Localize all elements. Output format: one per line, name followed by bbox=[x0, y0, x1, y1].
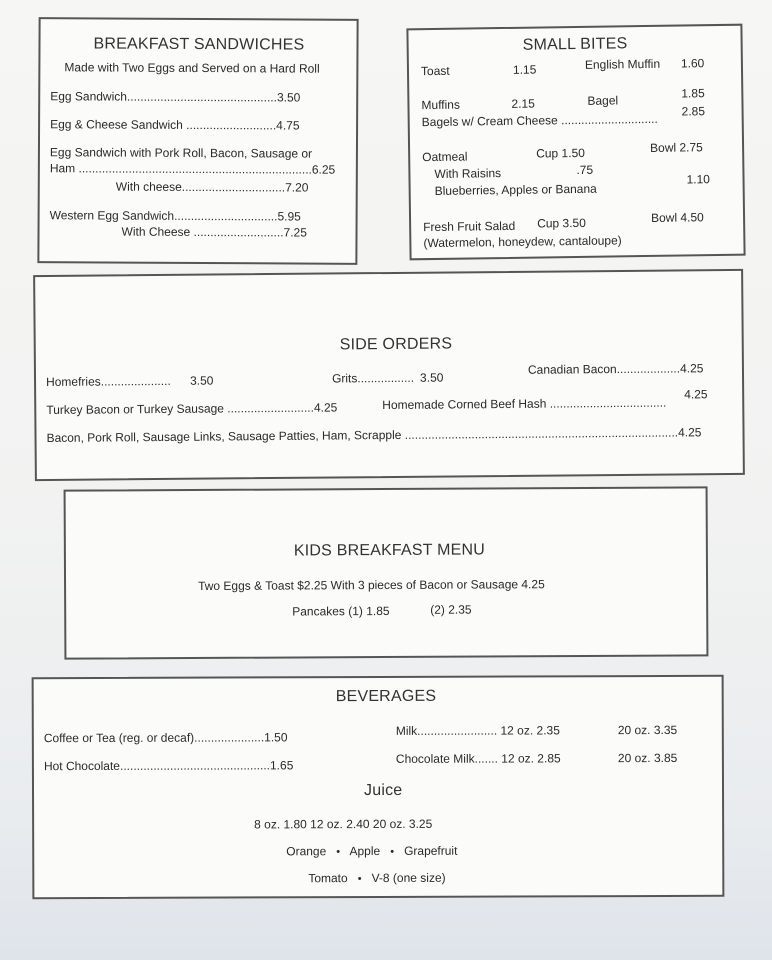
menu-item: Fresh Fruit Salad bbox=[423, 218, 516, 235]
menu-price: 1.10 bbox=[686, 172, 710, 187]
juice-tomato: Tomato bbox=[308, 871, 348, 886]
menu-item: Bagels w/ Cream Cheese ............................. bbox=[421, 111, 658, 130]
menu-item: Toast bbox=[420, 63, 450, 79]
menu-item: Two Eggs & Toast $2.25 With 3 pieces of Bacon or Sausage 4.25 bbox=[198, 577, 545, 593]
menu-item: With cheese...............................7.20 bbox=[115, 179, 309, 195]
menu-item: Bacon, Pork Roll, Sausage Links, Sausage Patties, Ham, Scrapple ..................................................................................4.25 bbox=[46, 425, 702, 445]
menu-item: Homefries..................... bbox=[45, 373, 171, 389]
small-bites-section bbox=[406, 24, 745, 261]
menu-price: Cup 1.50 bbox=[536, 145, 585, 161]
menu-item: Blueberries, Apples or Banana bbox=[434, 181, 597, 198]
menu-price: 20 oz. 3.35 bbox=[617, 722, 678, 738]
side-orders-section bbox=[33, 269, 745, 481]
menu-item: Ham ......................................................................6.25 bbox=[49, 161, 336, 177]
menu-item: Canadian Bacon...................4.25 bbox=[527, 361, 704, 377]
section-title: KIDS BREAKFAST MENU bbox=[293, 541, 486, 560]
menu-item: Milk........................ 12 oz. 2.35 bbox=[395, 723, 560, 738]
menu-price: Cup 3.50 bbox=[537, 215, 586, 231]
section-title: SIDE ORDERS bbox=[339, 335, 453, 354]
kids-breakfast-section bbox=[64, 486, 709, 659]
section-title: BREAKFAST SANDWICHES bbox=[93, 35, 305, 54]
menu-price: 1.85 bbox=[681, 86, 705, 101]
menu-item: Bagel bbox=[587, 93, 619, 108]
juice-row bbox=[286, 844, 457, 860]
menu-item: With Raisins bbox=[434, 166, 502, 181]
bullet-icon: • bbox=[390, 845, 395, 858]
menu-item: Egg Sandwich.............................................3.50 bbox=[50, 89, 301, 105]
menu-item: English Muffin bbox=[584, 56, 661, 72]
menu-item: Muffins bbox=[421, 97, 461, 113]
bullet-icon: • bbox=[357, 873, 362, 886]
section-subtitle: Made with Two Eggs and Served on a Hard Roll bbox=[64, 60, 320, 76]
menu-price: (2) 2.35 bbox=[430, 602, 472, 617]
menu-item: Hot Chocolate.............................................1.65 bbox=[43, 758, 294, 774]
menu-item: With Cheese ...........................7.25 bbox=[121, 224, 307, 240]
menu-item: Homemade Corned Beef Hash ................................... bbox=[382, 395, 667, 413]
menu-item: Oatmeal bbox=[422, 149, 468, 165]
menu-item: Turkey Bacon or Turkey Sausage ..........................4.25 bbox=[46, 400, 338, 417]
menu-price: 2.15 bbox=[511, 96, 535, 111]
menu-price: Bowl 2.75 bbox=[649, 140, 703, 155]
menu-price: 1.15 bbox=[512, 62, 537, 77]
menu-price: 1.60 bbox=[680, 56, 705, 71]
menu-price: 4.25 bbox=[684, 387, 708, 402]
menu-price: 20 oz. 3.85 bbox=[617, 750, 678, 766]
menu-item: Grits................. bbox=[331, 370, 415, 386]
juice-orange: Orange bbox=[286, 844, 327, 859]
menu-price: 3.50 bbox=[419, 370, 444, 385]
menu-price: 2.85 bbox=[681, 104, 706, 119]
section-title: SMALL BITES bbox=[522, 35, 628, 54]
juice-grapefruit: Grapefruit bbox=[404, 843, 458, 858]
juice-apple: Apple bbox=[349, 843, 381, 859]
section-title: BEVERAGES bbox=[335, 687, 437, 706]
menu-price: Bowl 4.50 bbox=[650, 210, 704, 225]
juice-title: Juice bbox=[363, 781, 403, 800]
breakfast-sandwiches-section bbox=[37, 17, 358, 265]
beverages-section bbox=[32, 675, 725, 899]
menu-price: 3.50 bbox=[189, 373, 214, 388]
menu-item: Coffee or Tea (reg. or decaf).....................1.50 bbox=[43, 730, 288, 746]
bullet-icon: • bbox=[336, 846, 341, 859]
menu-price: .75 bbox=[576, 162, 594, 177]
menu-item: Egg & Cheese Sandwich ...........................4.75 bbox=[50, 117, 300, 133]
juice-v8: V-8 (one size) bbox=[371, 870, 446, 886]
juice-sizes: 8 oz. 1.80 12 oz. 2.40 20 oz. 3.25 bbox=[254, 816, 433, 832]
menu-note: (Watermelon, honeydew, cantaloupe) bbox=[423, 233, 622, 251]
menu-item: Chocolate Milk....... 12 oz. 2.85 bbox=[395, 751, 561, 766]
menu-item: Egg Sandwich with Pork Roll, Bacon, Sausage or bbox=[49, 145, 313, 161]
menu-item: Western Egg Sandwich...............................5.95 bbox=[49, 208, 301, 224]
menu-item: Pancakes (1) 1.85 bbox=[292, 603, 390, 619]
juice-row bbox=[308, 871, 445, 886]
